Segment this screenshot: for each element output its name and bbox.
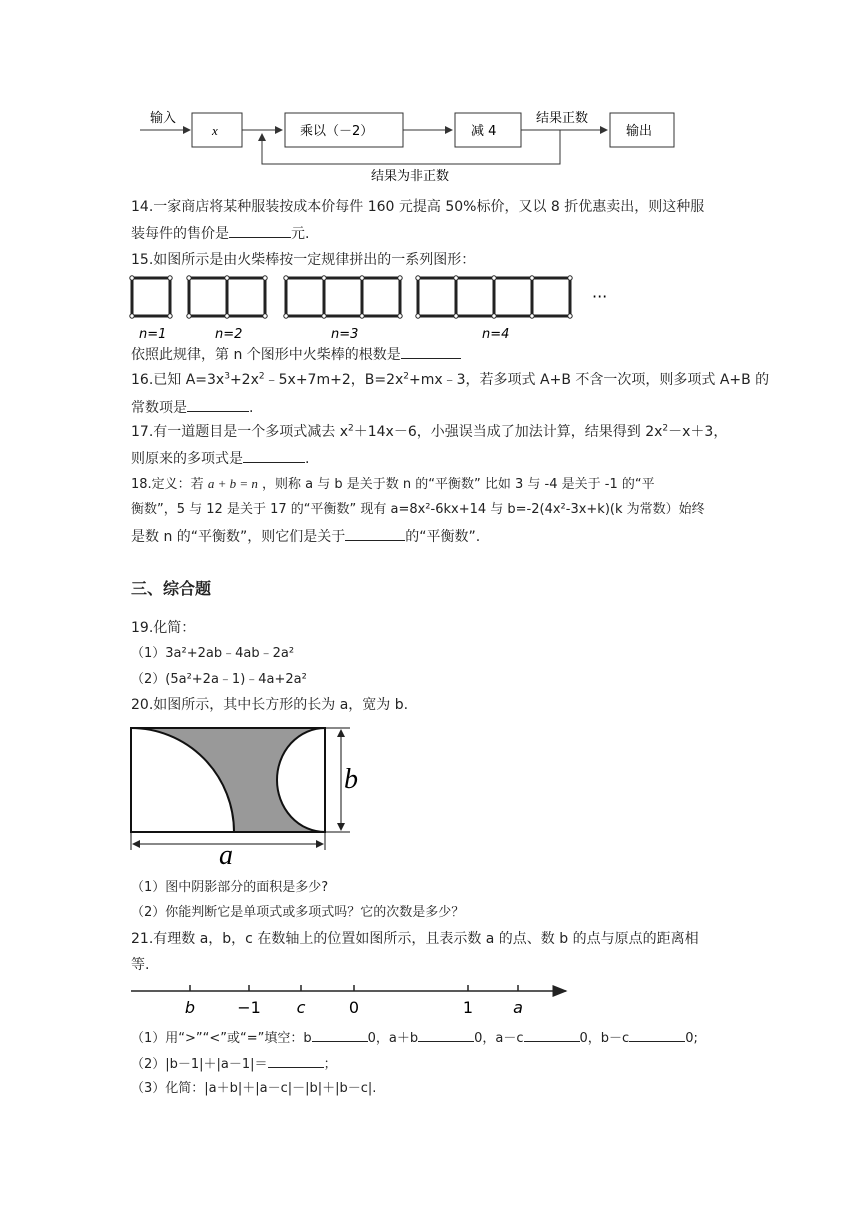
q19-part1: （1）3a²+2ab﹣4ab﹣2a² xyxy=(131,646,295,661)
label-b: b xyxy=(344,764,358,795)
q18-line3: 是数 n 的“平衡数”，则它们是关于 的“平衡数”. xyxy=(131,526,480,547)
matchstick-group xyxy=(416,276,572,342)
axis-label: a xyxy=(513,998,523,1017)
answer-blank[interactable] xyxy=(629,1027,685,1042)
shaded-region xyxy=(131,728,325,832)
axis-label: c xyxy=(296,998,306,1017)
q17-line1: 17.有一道题目是一个多项式减去 $x^2+14x-6$，小强误当成了加法计算，结果得到 $2x^2-x+3$， xyxy=(131,423,728,440)
flow-input-label: 输入 xyxy=(150,111,177,126)
flowchart-diagram xyxy=(0,100,860,190)
answer-blank[interactable] xyxy=(312,1027,368,1042)
flow-x-label: x xyxy=(212,123,218,138)
q21-line1: 21.有理数 a，b，c 在数轴上的位置如图所示，且表示数 a 的点、数 b 的点与原点的距离相 xyxy=(131,931,699,947)
answer-blank[interactable] xyxy=(229,223,291,238)
q20-part1: （1）图中阴影部分的面积是多少? xyxy=(131,880,329,895)
q17-line2: 则原来的多项式是 . xyxy=(131,448,309,469)
q18-line2: 衡数”，5 与 12 是关于 17 的“平衡数” 现有 a=8x²-6kx+14 与 b=-2(4x²-3x+k)(k 为常数）始终 xyxy=(131,502,705,517)
equation: a + b = n xyxy=(207,476,258,491)
answer-blank[interactable] xyxy=(187,397,249,412)
q19-title: 19.化简： xyxy=(131,620,196,636)
flow-minus-label: 减 4 xyxy=(471,124,497,139)
answer-blank[interactable] xyxy=(243,448,305,463)
q14-line1: 14.一家商店将某种服装按成本价每件 160 元提高 50%标价，又以 8 折优惠卖出，则这种服 xyxy=(131,199,705,215)
axis-label: −1 xyxy=(237,998,261,1017)
q16-line1: 16.已知 $A=3x^3+2x^2﹣5x+7m+2$，$B=2x^2+mx﹣3$，若多项式 A+B 不含一次项，则多项式 A+B 的 xyxy=(131,371,770,388)
matchstick-group xyxy=(284,276,402,342)
answer-blank[interactable] xyxy=(418,1027,474,1042)
answer-blank[interactable] xyxy=(345,526,405,541)
matchstick-figure xyxy=(0,270,860,345)
q21-part3: （3）化简：|a＋b|＋|a－c|－|b|＋|b－c|. xyxy=(131,1081,377,1096)
q18-line1: 18.定义：若 a + b = n ，则称 a 与 b 是关于数 n 的“平衡数” 比如 3 与 -4 是关于 -1 的“平 xyxy=(131,476,655,492)
figure-label: n=2 xyxy=(215,327,243,342)
flow-nonpositive-label: 结果为非正数 xyxy=(371,169,450,184)
figure-label: n=1 xyxy=(139,327,167,342)
axis-label: 0 xyxy=(348,998,360,1017)
q21-part1: （1）用“>”“<”或“=”填空：b 0，a＋b 0，a－c 0，b－c 0; xyxy=(131,1027,698,1049)
axis-label: b xyxy=(184,998,196,1017)
answer-blank[interactable] xyxy=(401,344,461,359)
figure-label: n=4 xyxy=(482,327,510,342)
answer-blank[interactable] xyxy=(268,1053,324,1068)
continuation-dots: ··· xyxy=(592,287,608,306)
q21-part2: （2）|b－1|＋|a－1|＝ ； xyxy=(131,1053,337,1075)
q20-part2: （2）你能判断它是单项式或多项式吗？它的次数是多少？ xyxy=(131,905,465,920)
matchstick-group xyxy=(187,276,267,342)
number-line xyxy=(0,975,860,1020)
flow-multiply-label: 乘以（－2） xyxy=(300,124,374,139)
q14-line2: 装每件的售价是 元. xyxy=(131,223,309,244)
label-a: a xyxy=(219,840,233,870)
q21-line2: 等. xyxy=(131,957,150,973)
q16-line2: 常数项是 . xyxy=(131,397,253,418)
section-title: 三、综合题 xyxy=(131,579,212,598)
q20-title: 20.如图所示，其中长方形的长为 a，宽为 b. xyxy=(131,697,409,713)
matchstick-group xyxy=(130,276,172,342)
q15-line1: 15.如图所示是由火柴棒按一定规律拼出的一系列图形： xyxy=(131,252,476,268)
q19-part2: （2）(5a²+2a﹣1)﹣4a+2a² xyxy=(131,672,307,687)
rectangle-figure xyxy=(0,720,860,870)
flow-output-label: 输出 xyxy=(626,124,653,139)
flow-positive-label: 结果正数 xyxy=(536,111,589,126)
q15-line2: 依照此规律，第 n 个图形中火柴棒的根数是 xyxy=(131,344,461,365)
axis-label: 1 xyxy=(462,998,474,1017)
answer-blank[interactable] xyxy=(524,1027,580,1042)
figure-label: n=3 xyxy=(331,327,359,342)
